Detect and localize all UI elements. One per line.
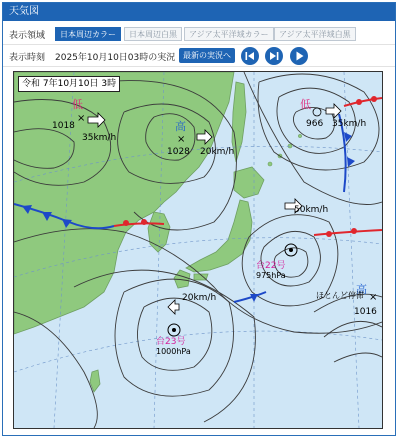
region-option-asia-color[interactable]: アジア太平洋域カラー (184, 27, 274, 41)
region-option-asia-mono[interactable]: アジア太平洋域白黒 (274, 27, 356, 41)
high-1016-pressure: 1016 (354, 307, 377, 317)
play-icon (290, 47, 308, 65)
skip-forward-icon (265, 47, 283, 65)
first-button[interactable] (241, 47, 259, 65)
play-button[interactable] (290, 47, 308, 65)
weather-chart-svg (14, 72, 382, 428)
low-966-pressure: 966 (306, 119, 324, 129)
panel-title: 天気図 (3, 3, 395, 21)
low-966-motion: 35km/h (332, 119, 367, 129)
low-1018-symbol: 低 (72, 98, 83, 111)
low-966-symbol: 低 (300, 98, 311, 111)
typhoon-23-pressure: 1000hPa (156, 347, 191, 356)
typhoon-22-pressure: 975hPa (256, 271, 286, 280)
high-1028-motion: 20km/h (200, 147, 235, 157)
high-1028-symbol: 高 (175, 120, 186, 133)
region-row (3, 23, 395, 45)
typhoon-23-motion: 20km/h (182, 293, 217, 303)
latest-button[interactable]: 最新の実況へ (179, 48, 235, 63)
typhoon-22-motion: 50km/h (294, 205, 329, 215)
region-label: 表示領域 (9, 31, 46, 41)
region-option-japan-mono[interactable]: 日本周辺白黒 (124, 27, 182, 41)
region-option-japan-color[interactable]: 日本周辺カラー (55, 27, 121, 41)
low-1018-motion: 35km/h (82, 133, 117, 143)
next-step-button[interactable] (265, 47, 283, 65)
high-1016-note: ほとんど停滞 (316, 291, 364, 300)
chart-caption: 令和 7年10月10日 3時 (18, 76, 120, 92)
typhoon-22-name: 台22号 (256, 261, 286, 271)
typhoon-23-name: 台23号 (156, 337, 186, 347)
high-center-icon: × (369, 292, 378, 303)
low-center-icon: × (77, 113, 86, 124)
time-label: 表示時刻 (9, 53, 46, 63)
weather-chart (13, 71, 383, 429)
low-1018-pressure: 1018 (52, 121, 75, 131)
weather-map-panel (2, 2, 396, 436)
time-row (3, 45, 395, 67)
skip-back-icon (241, 47, 259, 65)
high-1016-symbol: 高 (356, 283, 367, 296)
high-center-icon: × (177, 134, 186, 145)
observation-time: 2025年10月10日03時の実況 (55, 53, 176, 63)
high-1028-pressure: 1028 (167, 147, 190, 157)
